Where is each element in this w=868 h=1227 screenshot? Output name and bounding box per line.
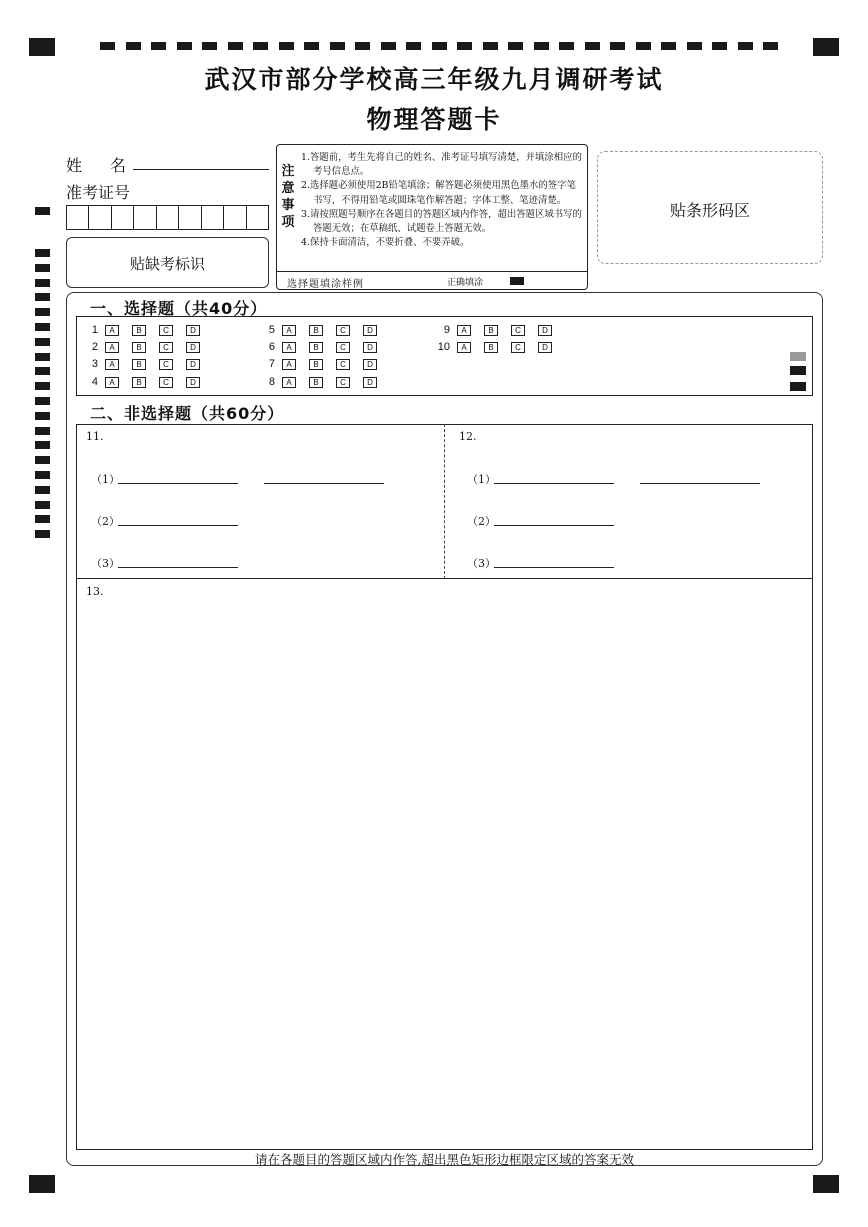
mc-option-bubble[interactable]: A	[105, 325, 119, 336]
name-label: 姓 名	[66, 156, 133, 175]
mc-option-bubble[interactable]: B	[309, 325, 323, 336]
corner-mark-top-left	[29, 38, 55, 56]
question-11-label: 11.	[86, 430, 104, 443]
timing-dash	[35, 264, 50, 272]
q11-sub2-blank[interactable]	[118, 512, 238, 526]
q13-answer-space[interactable]	[77, 600, 812, 1148]
gray-timing-mark	[790, 352, 806, 361]
q12-sub1-label: （1）	[467, 473, 496, 486]
section1-title: 一、选择题（共40分）	[90, 299, 268, 318]
timing-dash	[35, 412, 50, 420]
timing-dash	[763, 42, 778, 50]
timing-dash	[35, 515, 50, 523]
timing-dash	[35, 382, 50, 390]
mc-question-number: 3	[91, 358, 98, 370]
mc-question-row	[80, 375, 213, 389]
mc-question-row	[257, 375, 390, 389]
divider	[444, 424, 445, 579]
timing-dash	[35, 338, 50, 346]
timing-dash	[35, 279, 50, 287]
timing-dash	[35, 397, 50, 405]
timing-dash	[534, 42, 549, 50]
fill-sample-label: 选择题填涂样例	[287, 279, 364, 290]
timing-dash	[177, 42, 192, 50]
mc-option-bubble[interactable]: A	[105, 342, 119, 353]
mc-question-row	[257, 323, 390, 337]
mc-question-number: 2	[91, 341, 98, 353]
timing-dash	[559, 42, 574, 50]
q11-sub3-label: （3）	[91, 557, 120, 570]
mc-option-bubble[interactable]: D	[186, 377, 200, 388]
notice-box	[276, 144, 588, 290]
mc-option-bubble[interactable]: C	[159, 342, 173, 353]
exam-title: 武汉市部分学校高三年级九月调研考试	[204, 65, 664, 94]
notice-item: 2.选择题必须使用2B铅笔填涂；解答题必须使用黑色墨水的签字笔书写，不得用铅笔或圆珠笔作解答题；字体工整、笔迹清楚。	[301, 180, 576, 206]
q12-sub3-blank[interactable]	[494, 554, 614, 568]
mc-option-bubble[interactable]: B	[309, 377, 323, 388]
mc-option-bubble[interactable]: D	[363, 359, 377, 370]
mc-option-bubble[interactable]: B	[484, 342, 498, 353]
corner-mark-bottom-left	[29, 1175, 55, 1193]
notice-items	[301, 151, 585, 250]
timing-dash	[406, 42, 421, 50]
mc-option-bubble[interactable]: C	[511, 325, 525, 336]
q11-sub2-label: （2）	[91, 515, 120, 528]
timing-dash	[330, 42, 345, 50]
timing-dash	[35, 353, 50, 361]
mc-option-bubble[interactable]: D	[186, 359, 200, 370]
q12-sub1-blank-b[interactable]	[640, 470, 760, 484]
mc-option-bubble[interactable]: A	[282, 325, 296, 336]
timing-dash	[432, 42, 447, 50]
mc-option-bubble[interactable]: D	[363, 325, 377, 336]
mc-option-bubble[interactable]: A	[282, 342, 296, 353]
q12-sub2-label: （2）	[467, 515, 496, 528]
correct-fill-sample	[510, 277, 524, 285]
timing-dash	[35, 530, 50, 538]
q12-sub3-label: （3）	[467, 557, 496, 570]
timing-dash	[279, 42, 294, 50]
exam-id-label: 准考证号	[66, 183, 131, 202]
notice-item: 4.保持卡面清洁，不要折叠、不要弄破。	[301, 237, 470, 249]
mc-option-bubble[interactable]: D	[186, 342, 200, 353]
mc-question-number: 10	[437, 341, 450, 353]
mc-question-number: 9	[443, 324, 450, 336]
timing-dash	[712, 42, 727, 50]
question-13-label: 13.	[86, 585, 104, 598]
mc-question-number: 1	[91, 324, 98, 336]
timing-mark	[790, 382, 806, 391]
timing-dash	[355, 42, 370, 50]
q11-sub1-blank-b[interactable]	[264, 470, 384, 484]
mc-option-bubble[interactable]: C	[336, 342, 350, 353]
timing-track-top	[100, 42, 790, 50]
mc-option-bubble[interactable]: B	[132, 342, 146, 353]
timing-dash	[35, 501, 50, 509]
mc-option-bubble[interactable]: B	[484, 325, 498, 336]
timing-dash	[100, 42, 115, 50]
timing-dash	[35, 427, 50, 435]
question-12-label: 12.	[459, 430, 477, 443]
mc-question-number: 6	[268, 341, 275, 353]
mc-question-row	[432, 323, 565, 337]
notice-item: 1.答题前，考生先将自己的姓名、准考证号填写清楚，并填涂相应的考号信息点。	[301, 152, 582, 178]
timing-dash	[35, 486, 50, 494]
mc-option-bubble[interactable]: D	[538, 325, 552, 336]
timing-dash	[35, 367, 50, 375]
mc-option-bubble[interactable]: D	[186, 325, 200, 336]
timing-dash	[661, 42, 676, 50]
mc-option-bubble[interactable]: C	[159, 325, 173, 336]
notice-title: 注 意 事 项	[281, 164, 295, 230]
mc-option-bubble[interactable]: A	[457, 325, 471, 336]
mc-question-number: 8	[268, 376, 275, 388]
mc-option-bubble[interactable]: D	[363, 377, 377, 388]
fill-sample-bar	[277, 271, 587, 290]
mc-option-bubble[interactable]: C	[336, 359, 350, 370]
footer-note: 请在各题目的答题区域内作答,超出黑色矩形边框限定区域的答案无效	[255, 1152, 634, 1167]
mc-question-row	[257, 357, 390, 371]
barcode-area	[597, 151, 823, 264]
timing-dash	[35, 308, 50, 316]
timing-dash	[35, 456, 50, 464]
mc-option-bubble[interactable]: A	[105, 359, 119, 370]
name-field[interactable]	[133, 152, 269, 170]
absent-sticker-label: 贴缺考标识	[129, 255, 205, 273]
mc-option-bubble[interactable]: A	[457, 342, 471, 353]
q12-sub1-blank-a[interactable]	[494, 470, 614, 484]
mc-option-bubble[interactable]: D	[538, 342, 552, 353]
timing-dash	[381, 42, 396, 50]
mc-question-row	[257, 340, 390, 354]
mc-option-bubble[interactable]: B	[309, 359, 323, 370]
timing-dash	[228, 42, 243, 50]
timing-dash	[687, 42, 702, 50]
mc-option-bubble[interactable]: C	[336, 377, 350, 388]
card-subtitle: 物理答题卡	[366, 105, 502, 134]
mc-question-number: 4	[91, 376, 98, 388]
mc-option-bubble[interactable]: B	[132, 377, 146, 388]
mc-option-bubble[interactable]: A	[282, 359, 296, 370]
timing-dash	[738, 42, 753, 50]
barcode-label: 贴条形码区	[669, 201, 750, 220]
timing-dash	[35, 293, 50, 301]
timing-dash	[35, 471, 50, 479]
absent-sticker-area	[66, 237, 269, 288]
timing-dash	[483, 42, 498, 50]
q11-sub3-blank[interactable]	[118, 554, 238, 568]
timing-dash	[253, 42, 268, 50]
mc-option-bubble[interactable]: A	[282, 377, 296, 388]
mc-option-bubble[interactable]: C	[336, 325, 350, 336]
correct-fill-label: 正确填涂	[447, 278, 484, 288]
mc-option-bubble[interactable]: C	[159, 359, 173, 370]
mc-option-bubble[interactable]: C	[159, 377, 173, 388]
notice-item: 3.请按照题号顺序在各题目的答题区域内作答，超出答题区域书写的答题无效；在草稿纸、试题卷上答题无效。	[301, 208, 582, 235]
mc-question-row	[80, 357, 213, 371]
timing-dash	[202, 42, 217, 50]
mc-question-row	[80, 340, 213, 354]
timing-dash	[151, 42, 166, 50]
timing-dash	[35, 207, 50, 215]
corner-mark-bottom-right	[813, 1175, 839, 1193]
timing-dash	[610, 42, 625, 50]
q11-sub1-label: （1）	[91, 473, 120, 486]
mc-option-bubble[interactable]: D	[363, 342, 377, 353]
timing-dash	[304, 42, 319, 50]
q12-sub2-blank[interactable]	[494, 512, 614, 526]
timing-dash	[585, 42, 600, 50]
mc-option-bubble[interactable]: A	[105, 377, 119, 388]
mc-question-row	[80, 323, 213, 337]
timing-dash	[35, 249, 50, 257]
corner-mark-top-right	[813, 38, 839, 56]
mc-question-number: 5	[268, 324, 275, 336]
timing-dash	[508, 42, 523, 50]
timing-mark	[790, 366, 806, 375]
timing-dash	[457, 42, 472, 50]
mc-option-bubble[interactable]: B	[132, 359, 146, 370]
section2-title: 二、非选择题（共60分）	[90, 404, 285, 423]
mc-question-number: 7	[268, 358, 275, 370]
mc-option-bubble[interactable]: B	[309, 342, 323, 353]
q11-sub1-blank-a[interactable]	[118, 470, 238, 484]
mc-option-bubble[interactable]: C	[511, 342, 525, 353]
timing-dash	[35, 323, 50, 331]
timing-dash	[35, 441, 50, 449]
exam-id-boxes[interactable]	[66, 205, 269, 230]
timing-dash	[126, 42, 141, 50]
divider	[76, 578, 813, 579]
timing-dash	[636, 42, 651, 50]
mc-question-row	[432, 340, 565, 354]
mc-option-bubble[interactable]: B	[132, 325, 146, 336]
